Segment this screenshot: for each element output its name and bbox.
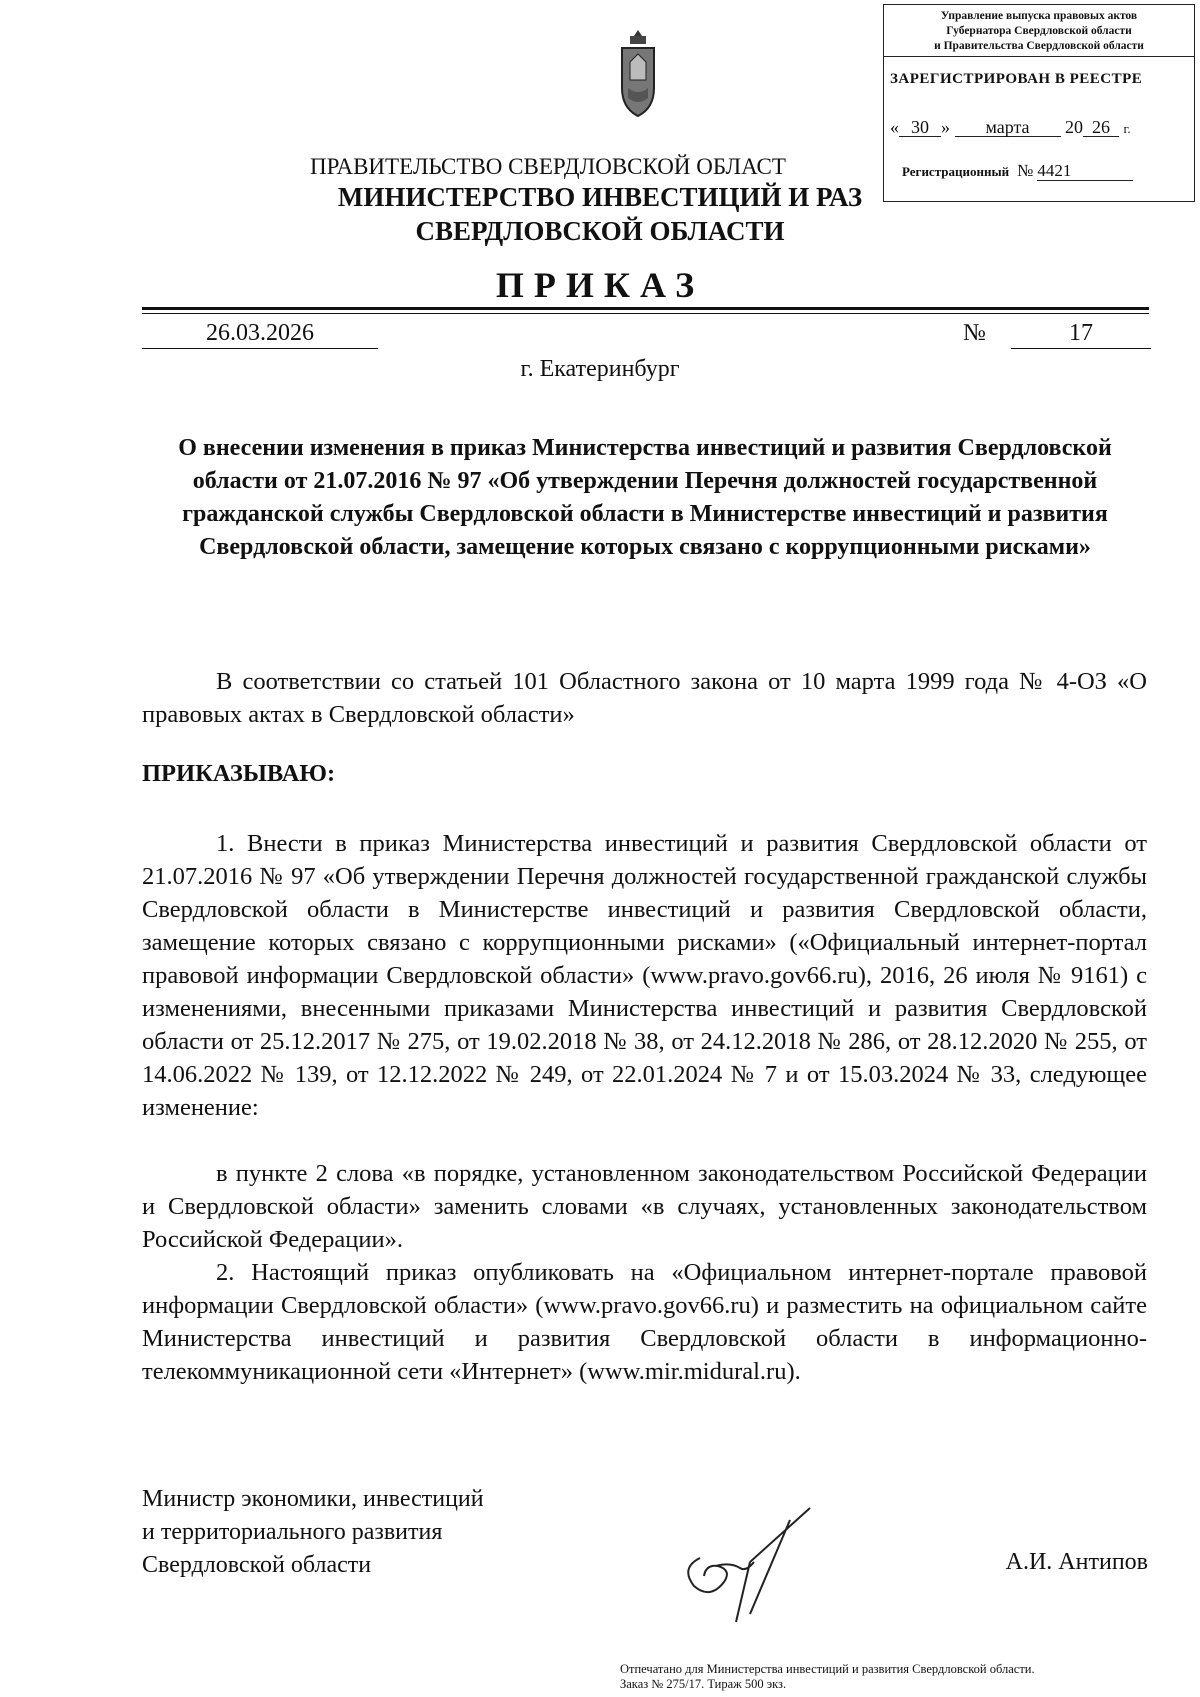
stamp-number-line xyxy=(902,161,1133,181)
stamp-header-line: и Правительства Свердловской области xyxy=(934,40,1144,52)
stamp-registered-label: ЗАРЕГИСТРИРОВАН В РЕЕСТРЕ xyxy=(890,71,1143,87)
government-name: ПРАВИТЕЛЬСТВО СВЕРДЛОВСКОЙ ОБЛАСТ xyxy=(310,154,786,179)
signer-name: А.И. Антипов xyxy=(1005,1549,1148,1575)
stamp-day: 30 xyxy=(899,118,941,137)
document-date: 26.03.2026 xyxy=(142,318,378,349)
coat-of-arms-emblem xyxy=(608,26,668,136)
stamp-number-sign: № xyxy=(1017,161,1034,180)
stamp-reg-label: Регистрационный xyxy=(902,164,1010,179)
ministry-name-line2: СВЕРДЛОВСКОЙ ОБЛАСТИ xyxy=(415,216,785,246)
handwritten-signature xyxy=(670,1500,830,1630)
stamp-header-line: Губернатора Свердловской области xyxy=(946,25,1132,37)
signer-position-line: и территориального развития xyxy=(142,1519,443,1545)
item-2-paragraph: 2. Настоящий приказ опубликовать на «Официальном интернет-портале правовой информации Свердловской области» (www.pravo.gov66.ru) и разместить на официальном сайте Министерства инвестиций и развития Свердловской области в информационно-телекоммуникационной сети «Интернет» (www.mir.midural.ru). xyxy=(142,1259,1147,1385)
stamp-reg-number: 4421 xyxy=(1037,162,1133,181)
document-type: ПРИКАЗ xyxy=(495,265,705,305)
print-footer xyxy=(620,1662,1180,1692)
header-rule-thin xyxy=(142,313,1149,314)
document-number: 17 xyxy=(1011,318,1151,349)
document-title: О внесении изменения в приказ Министерства инвестиций и развития Свердловской области от 21.07.2016 № 97 «Об утверждении Перечня должностей государственной гражданской службы Свердловской области в Министерстве инвестиций и развития Свердловской области, замещение которых связано с коррупционными рисками» xyxy=(178,435,1112,560)
item-1-paragraph: 1. Внести в приказ Министерства инвестиций и развития Свердловской области от 21.07.2016 № 97 «Об утверждении Перечня должностей государственной гражданской службы Свердловской области в Министерстве инвестиций и развития Свердловской области, замещение которых связано с коррупционными рисками» («Официальный интернет-портал правовой информации Свердловской области» (www.pravo.gov66.ru), 2016, 26 июля № 9161) с изменениями, внесенными приказами Министерства инвестиций и развития Свердловской области от 25.12.2017 № 275, от 19.02.2018 № 38, от 24.12.2018 № 286, от 28.12.2020 № 255, от 14.06.2022 № 139, от 12.12.2022 № 249, от 22.01.2024 № 7 и от 15.03.2024 № 33, следующее изменение: xyxy=(142,830,1147,1121)
stamp-year-suffix: 26 xyxy=(1083,118,1119,137)
signer-position-line: Свердловской области xyxy=(142,1552,372,1578)
signer-position xyxy=(142,1483,602,1582)
intro-paragraph: В соответствии со статьей 101 Областного закона от 10 марта 1999 года № 4-ОЗ «О правовых актах в Свердловской области» xyxy=(142,668,1147,728)
footer-line: Заказ № 275/17. Тираж 500 экз. xyxy=(620,1677,787,1691)
stamp-open-quote: « xyxy=(890,117,899,137)
item-1-change-paragraph: в пункте 2 слова «в порядке, установленном законодательством Российской Федерации и Свердловской области» заменить словами «в случаях, установленных законодательством Российской Федерации». xyxy=(142,1160,1147,1253)
document-number-sign: № xyxy=(963,320,986,346)
stamp-header xyxy=(884,5,1194,57)
order-word: ПРИКАЗЫВАЮ: xyxy=(142,760,336,787)
document-city: г. Екатеринбург xyxy=(520,356,680,382)
stamp-year-unit: г. xyxy=(1123,121,1131,136)
registration-stamp xyxy=(883,4,1195,202)
stamp-year-prefix: 20 xyxy=(1065,117,1083,137)
stamp-date xyxy=(890,117,1190,138)
signer-position-line: Министр экономики, инвестиций xyxy=(142,1486,484,1512)
header-rule-thick xyxy=(142,307,1149,310)
ministry-name-line1: МИНИСТЕРСТВО ИНВЕСТИЦИЙ И РАЗ xyxy=(337,182,863,212)
stamp-header-line: Управление выпуска правовых актов xyxy=(940,10,1138,22)
footer-line: Отпечатано для Министерства инвестиций и развития Свердловской области. xyxy=(620,1662,1035,1676)
stamp-close-quote: » xyxy=(941,117,950,137)
stamp-month: марта xyxy=(955,118,1061,137)
